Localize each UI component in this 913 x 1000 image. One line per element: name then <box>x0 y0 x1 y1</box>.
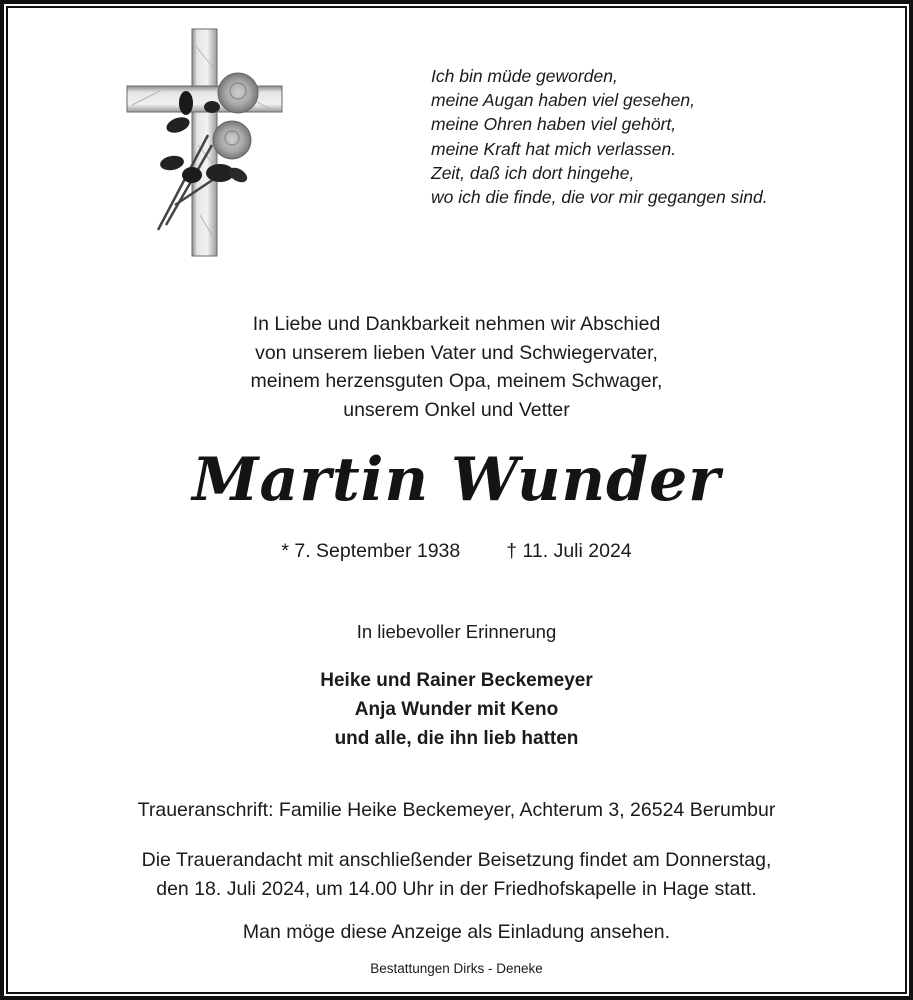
life-dates <box>0 537 913 565</box>
remembrance-label: In liebevoller Erinnerung <box>356 621 557 642</box>
intro-line: In Liebe und Dankbarkeit nehmen wir Abschied <box>252 313 661 335</box>
service-line: den 18. Juli 2024, um 14.00 Uhr in der Friedhofskapelle in Hage statt. <box>156 878 757 900</box>
mourner: Heike und Rainer Beckemeyer <box>320 670 593 691</box>
poem-line: Ich bin müde geworden, <box>431 66 618 86</box>
mourning-address: Traueranschrift: Familie Heike Beckemeyer, Achterum 3, 26524 Berumbur <box>137 799 776 821</box>
mourners-list <box>0 666 913 753</box>
birth-date: * 7. September 1938 <box>281 540 461 562</box>
service-line: Die Trauerandacht mit anschließender Beisetzung findet am Donnerstag, <box>141 849 772 871</box>
undertaker-credit: Bestattungen Dirks - Deneke <box>370 961 543 976</box>
cross-with-roses-icon <box>120 25 290 260</box>
intro-line: unserem Onkel und Vetter <box>343 398 570 421</box>
mourner: und alle, die ihn lieb hatten <box>334 728 579 749</box>
service-info <box>0 846 913 904</box>
invitation-note: Man möge diese Anzeige als Einladung ansehen. <box>242 921 671 943</box>
poem-line: meine Augan haben viel gesehen, <box>431 90 695 111</box>
mourner: Anja Wunder mit Keno <box>354 699 559 720</box>
poem-line: Zeit, daß ich dort hingehe, <box>431 162 635 183</box>
intro-line: von unserem lieben Vater und Schwiegervater, <box>255 341 658 364</box>
poem-line: wo ich die finde, die vor mir gegangen sind. <box>431 187 768 208</box>
deceased-name: Martin Wunder <box>192 445 721 515</box>
poem-line: meine Ohren haben viel gehört, <box>431 114 677 135</box>
poem-line: meine Kraft hat mich verlassen. <box>431 138 677 159</box>
intro-line: meinem herzensguten Opa, meinem Schwager, <box>250 370 663 392</box>
farewell-intro <box>0 310 913 424</box>
poem <box>431 64 768 209</box>
death-date: † 11. Juli 2024 <box>506 540 632 562</box>
